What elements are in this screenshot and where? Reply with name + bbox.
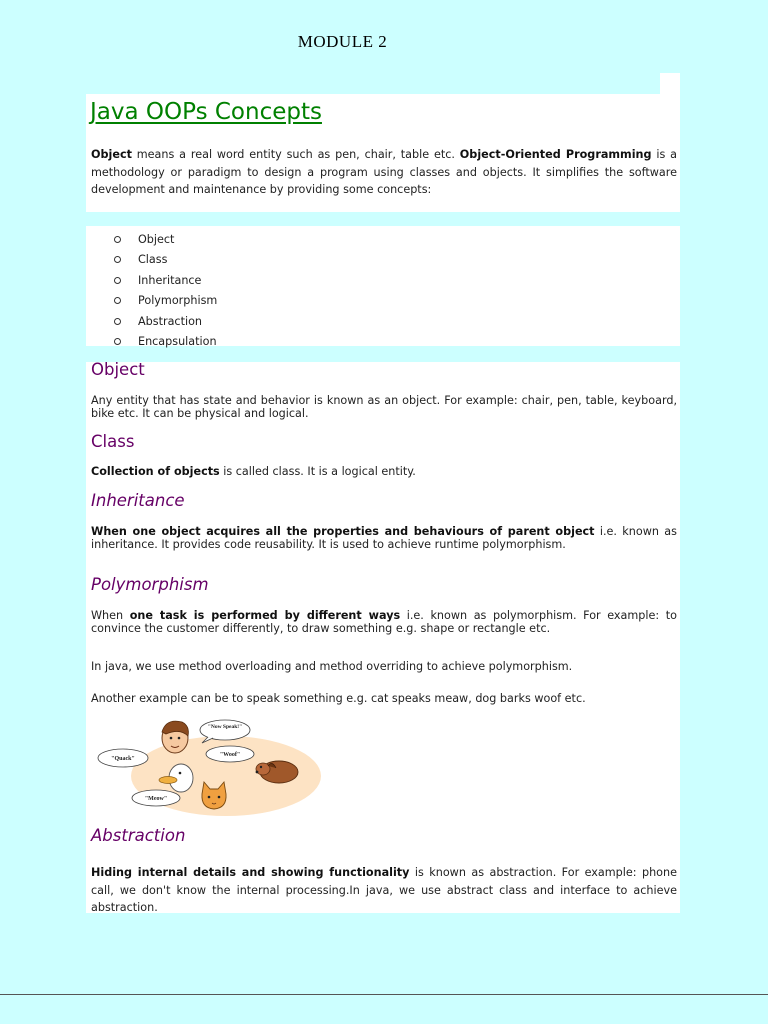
list-item: Class <box>112 250 217 271</box>
page-title: Java OOPs Concepts <box>90 99 322 125</box>
heading-inheritance: Inheritance <box>91 491 185 510</box>
heading-polymorphism: Polymorphism <box>91 575 209 594</box>
polymorphism-java-paragraph: In java, we use method overloading and method overriding to achieve polymorphism. <box>91 660 573 673</box>
speech-bubble-meow <box>132 790 180 806</box>
abstraction-paragraph: Hiding internal details and showing functionality is known as abstraction. For example: phone call, we don't know the internal processing.In java, we use abstract class and interface to achieve abstraction. <box>91 866 677 914</box>
circle-bullet-icon <box>114 236 121 243</box>
module-header: MODULE 2 <box>297 32 388 51</box>
list-item: Object <box>112 229 217 250</box>
class-paragraph: Collection of objects is called class. It is a logical entity. <box>91 465 416 478</box>
svg-text:"Meow": "Meow" <box>144 796 168 802</box>
object-paragraph: Any entity that has state and behavior is known as an object. For example: chair, pen, table, keyboard, bike etc. It can be physical and logical. <box>91 394 677 420</box>
panel-tab <box>660 73 680 95</box>
svg-text:"Quack": "Quack" <box>111 756 135 762</box>
speech-bubble-quack <box>98 749 148 767</box>
polymorphism-example-paragraph: Another example can be to speak something e.g. cat speaks meaw, dog barks woof etc. <box>91 692 586 705</box>
heading-object: Object <box>91 360 145 379</box>
heading-class: Class <box>91 432 135 451</box>
list-item: Encapsulation <box>112 332 217 353</box>
boy-icon <box>162 721 188 753</box>
circle-bullet-icon <box>114 318 121 325</box>
inheritance-paragraph: When one object acquires all the properties and behaviours of parent object i.e. known as inheritance. It provides code reusability. It is used to achieve runtime polymorphism. <box>91 525 677 551</box>
svg-text:"Now Speak!": "Now Speak!" <box>207 724 243 730</box>
animals-speaking-illustration <box>96 716 326 816</box>
list-item: Abstraction <box>112 311 217 332</box>
speech-bubble-woof <box>206 746 254 762</box>
circle-bullet-icon <box>114 277 121 284</box>
concepts-list <box>112 229 217 352</box>
circle-bullet-icon <box>114 256 121 263</box>
heading-abstraction: Abstraction <box>91 826 186 845</box>
circle-bullet-icon <box>114 338 121 345</box>
intro-term-object: Object <box>91 148 132 161</box>
intro-term-oop: Object-Oriented Programming <box>459 148 652 161</box>
list-item: Inheritance <box>112 270 217 291</box>
page-divider <box>0 994 768 995</box>
intro-paragraph: Object means a real word entity such as pen, chair, table etc. Object-Oriented Programming is a methodology or paradigm to design a program using classes and objects. It simplifies the software development and maintenance by providing some concepts: <box>91 148 677 196</box>
circle-bullet-icon <box>114 297 121 304</box>
svg-text:"Woof": "Woof" <box>219 752 241 758</box>
list-item: Polymorphism <box>112 291 217 312</box>
polymorphism-paragraph: When one task is performed by different ways i.e. known as polymorphism. For example: to convince the customer differently, to draw something e.g. shape or rectangle etc. <box>91 609 677 635</box>
